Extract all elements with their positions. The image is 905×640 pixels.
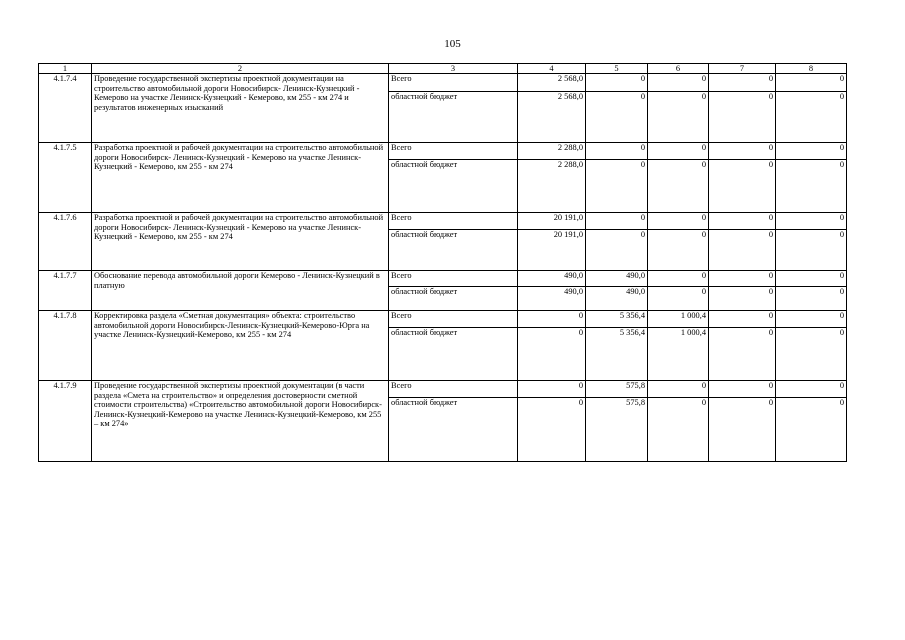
column-header: 1 — [39, 64, 92, 74]
funding-source: областной бюджет — [389, 160, 518, 213]
amount-cell: 5 356,4 — [586, 328, 648, 381]
amount-cell: 0 — [648, 74, 709, 92]
amount-cell: 0 — [709, 328, 776, 381]
amount-cell: 0 — [709, 92, 776, 143]
amount-cell: 0 — [776, 74, 847, 92]
amount-cell: 490,0 — [586, 271, 648, 287]
amount-cell: 0 — [776, 143, 847, 160]
column-header: 3 — [389, 64, 518, 74]
amount-cell: 0 — [648, 160, 709, 213]
amount-cell: 490,0 — [518, 271, 586, 287]
amount-cell: 0 — [648, 381, 709, 398]
table-row — [39, 271, 847, 287]
amount-cell: 0 — [776, 92, 847, 143]
funding-source: областной бюджет — [389, 328, 518, 381]
amount-cell: 1 000,4 — [648, 311, 709, 328]
funding-source: областной бюджет — [389, 287, 518, 311]
amount-cell: 0 — [709, 287, 776, 311]
funding-source: Всего — [389, 311, 518, 328]
amount-cell: 0 — [709, 311, 776, 328]
item-description: Проведение государственной экспертизы проектной документации (в части раздела «Смета на строительство» и определения достоверности сметной стоимости строительства) «Строительство автомобильной дороги Новосибирск-Ленинск-Кузнецкий-Кемерово на участке Ленинск-Кузнецкий-Кемерово, км 255 – км 274» — [92, 381, 389, 462]
page-number: 105 — [444, 38, 461, 50]
amount-cell: 0 — [518, 328, 586, 381]
amount-cell: 20 191,0 — [518, 213, 586, 230]
amount-cell: 0 — [586, 213, 648, 230]
funding-source: областной бюджет — [389, 230, 518, 271]
amount-cell: 490,0 — [586, 287, 648, 311]
column-header: 7 — [709, 64, 776, 74]
amount-cell: 0 — [709, 143, 776, 160]
column-header: 5 — [586, 64, 648, 74]
amount-cell: 0 — [776, 311, 847, 328]
amount-cell: 2 568,0 — [518, 74, 586, 92]
amount-cell: 0 — [648, 143, 709, 160]
item-code: 4.1.7.8 — [39, 311, 92, 381]
amount-cell: 0 — [586, 92, 648, 143]
amount-cell: 0 — [586, 160, 648, 213]
funding-source: областной бюджет — [389, 398, 518, 462]
item-description: Обоснование перевода автомобильной дороги Кемерово - Ленинск-Кузнецкий в платную — [92, 271, 389, 311]
amount-cell: 2 288,0 — [518, 160, 586, 213]
amount-cell: 575,8 — [586, 398, 648, 462]
amount-cell: 0 — [586, 74, 648, 92]
amount-cell: 575,8 — [586, 381, 648, 398]
funding-source: областной бюджет — [389, 92, 518, 143]
table-row — [39, 213, 847, 230]
item-code: 4.1.7.6 — [39, 213, 92, 271]
column-header: 8 — [776, 64, 847, 74]
item-code: 4.1.7.7 — [39, 271, 92, 311]
item-description: Разработка проектной и рабочей документации на строительство автомобильной дороги Новосибирск- Ленинск-Кузнецкий - Кемерово на участке Ленинск-Кузнецкий - Кемерово, км 255 - км 274 — [92, 213, 389, 271]
amount-cell: 0 — [709, 230, 776, 271]
amount-cell: 0 — [709, 74, 776, 92]
amount-cell: 0 — [648, 287, 709, 311]
funding-source: Всего — [389, 271, 518, 287]
amount-cell: 0 — [648, 271, 709, 287]
amount-cell: 0 — [648, 398, 709, 462]
table-row — [39, 74, 847, 92]
amount-cell: 0 — [518, 311, 586, 328]
amount-cell: 0 — [776, 287, 847, 311]
item-code: 4.1.7.5 — [39, 143, 92, 213]
amount-cell: 0 — [648, 92, 709, 143]
amount-cell: 0 — [776, 381, 847, 398]
amount-cell: 0 — [709, 381, 776, 398]
amount-cell: 490,0 — [518, 287, 586, 311]
amount-cell: 0 — [648, 213, 709, 230]
amount-cell: 2 568,0 — [518, 92, 586, 143]
amount-cell: 0 — [776, 328, 847, 381]
table-row — [39, 311, 847, 328]
amount-cell: 20 191,0 — [518, 230, 586, 271]
header-row — [39, 64, 847, 74]
funding-source: Всего — [389, 213, 518, 230]
column-header: 2 — [92, 64, 389, 74]
budget-table — [38, 63, 847, 462]
amount-cell: 0 — [709, 398, 776, 462]
column-header: 4 — [518, 64, 586, 74]
amount-cell: 5 356,4 — [586, 311, 648, 328]
item-code: 4.1.7.4 — [39, 74, 92, 143]
amount-cell: 0 — [586, 230, 648, 271]
amount-cell: 0 — [518, 398, 586, 462]
table-row — [39, 381, 847, 398]
amount-cell: 1 000,4 — [648, 328, 709, 381]
amount-cell: 0 — [709, 160, 776, 213]
amount-cell: 0 — [586, 143, 648, 160]
item-code: 4.1.7.9 — [39, 381, 92, 462]
amount-cell: 0 — [776, 230, 847, 271]
amount-cell: 0 — [776, 213, 847, 230]
column-header: 6 — [648, 64, 709, 74]
item-description: Проведение государственной экспертизы проектной документации на строительство автомобильной дороги Новосибирск- Ленинск-Кузнецкий - Кемерово на участке Ленинск-Кузнецкий - Кемерово, км 255 - км 274 и результатов инженерных изысканий — [92, 74, 389, 143]
amount-cell: 0 — [776, 271, 847, 287]
table-row — [39, 143, 847, 160]
amount-cell: 0 — [518, 381, 586, 398]
amount-cell: 0 — [776, 160, 847, 213]
amount-cell: 0 — [648, 230, 709, 271]
amount-cell: 0 — [776, 398, 847, 462]
amount-cell: 2 288,0 — [518, 143, 586, 160]
funding-source: Всего — [389, 74, 518, 92]
funding-source: Всего — [389, 381, 518, 398]
amount-cell: 0 — [709, 271, 776, 287]
amount-cell: 0 — [709, 213, 776, 230]
item-description: Корректировка раздела «Сметная документация» объекта: строительство автомобильной дороги Новосибирск-Ленинск-Кузнецкий-Кемерово-Юрга на участке Ленинск-Кузнецкий-Кемерово, км 255 - км 274 — [92, 311, 389, 381]
item-description: Разработка проектной и рабочей документации на строительство автомобильной дороги Новосибирск- Ленинск-Кузнецкий - Кемерово на участке Ленинск-Кузнецкий - Кемерово, км 255 - км 274 — [92, 143, 389, 213]
funding-source: Всего — [389, 143, 518, 160]
